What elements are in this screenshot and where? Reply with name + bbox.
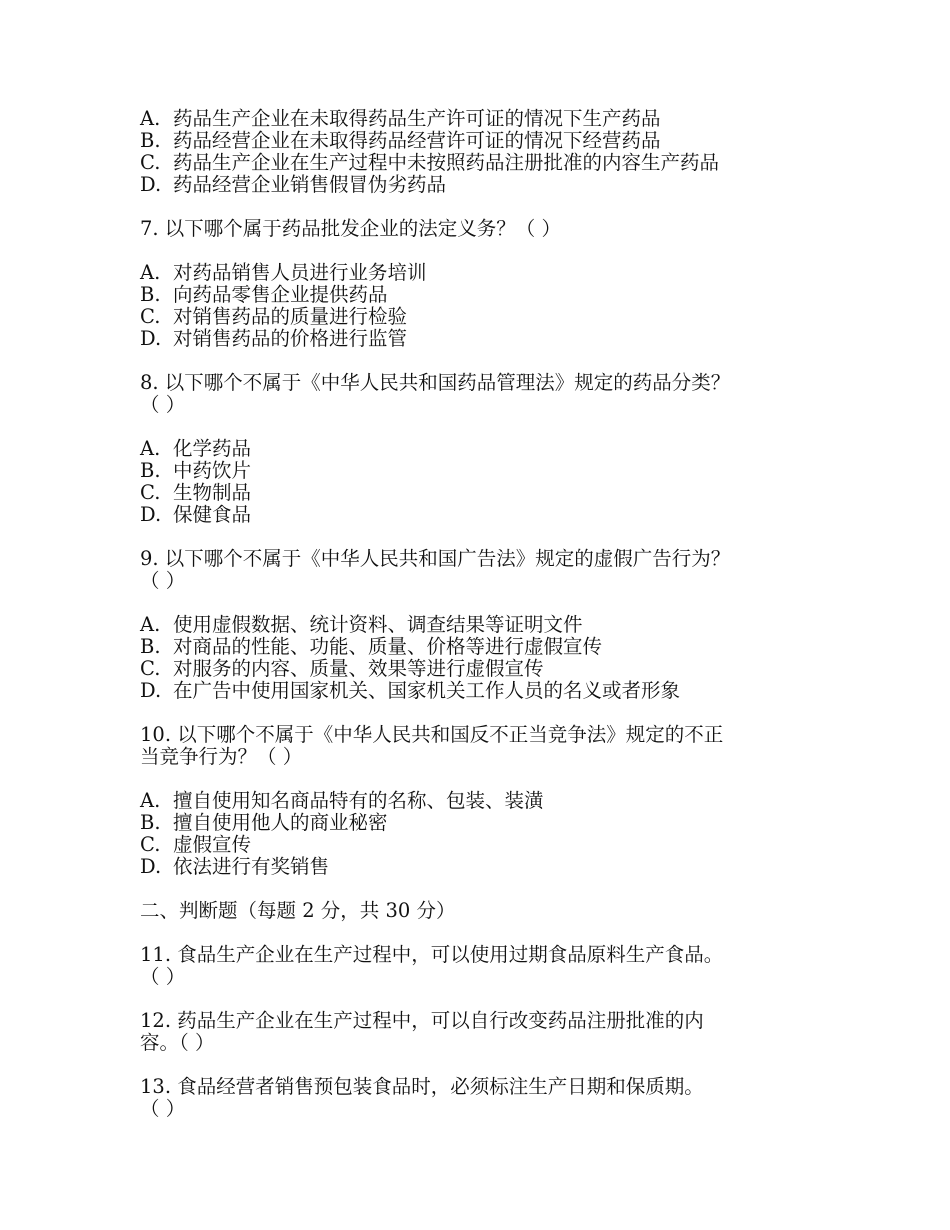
option-row bbox=[140, 790, 800, 812]
option-text: 使用虚假数据、统计资料、调查结果等证明文件 bbox=[173, 613, 583, 636]
question-text: 9. 以下哪个不属于《中华人民共和国广告法》规定的虚假广告行为？ bbox=[140, 547, 731, 570]
option-letter: A. bbox=[140, 261, 161, 284]
option-text: 药品经营企业销售假冒伪劣药品 bbox=[173, 173, 447, 196]
question-text: 7. 以下哪个属于药品批发企业的法定义务？（ ） bbox=[140, 217, 562, 240]
option-text: 中药饮片 bbox=[173, 459, 252, 482]
question-text: 8. 以下哪个不属于《中华人民共和国药品管理法》规定的药品分类？ bbox=[140, 371, 731, 394]
option-row bbox=[140, 614, 800, 636]
question-text: 10. 以下哪个不属于《中华人民共和国反不正当竞争法》规定的不正 bbox=[140, 723, 724, 746]
option-text: 向药品零售企业提供药品 bbox=[173, 283, 388, 306]
option-text: 对销售药品的价格进行监管 bbox=[173, 327, 408, 350]
option-row bbox=[140, 262, 800, 284]
option-row bbox=[140, 328, 800, 350]
option-text: 对商品的性能、功能、质量、价格等进行虚假宣传 bbox=[173, 635, 603, 658]
option-text: 生物制品 bbox=[173, 481, 252, 504]
option-letter: D. bbox=[140, 173, 162, 196]
option-letter: B. bbox=[140, 129, 161, 152]
option-text: 对药品销售人员进行业务培训 bbox=[173, 261, 427, 284]
option-row bbox=[140, 152, 800, 174]
option-row bbox=[140, 482, 800, 504]
question-text: （ ） bbox=[140, 569, 186, 592]
option-text: 保健食品 bbox=[173, 503, 252, 526]
option-row bbox=[140, 174, 800, 196]
option-letter: C. bbox=[140, 305, 161, 328]
option-row bbox=[140, 306, 800, 328]
option-text: 药品生产企业在未取得药品生产许可证的情况下生产药品 bbox=[173, 107, 661, 130]
option-letter: C. bbox=[140, 151, 161, 174]
question-9-options bbox=[140, 614, 800, 702]
option-letter: C. bbox=[140, 657, 161, 680]
question-12-stem bbox=[140, 1010, 800, 1054]
option-text: 药品生产企业在生产过程中未按照药品注册批准的内容生产药品 bbox=[173, 151, 720, 174]
question-8-options bbox=[140, 438, 800, 526]
option-letter: C. bbox=[140, 481, 161, 504]
option-text: 化学药品 bbox=[173, 437, 252, 460]
option-text: 擅自使用他人的商业秘密 bbox=[173, 811, 388, 834]
option-row bbox=[140, 812, 800, 834]
section-2-heading bbox=[140, 900, 800, 922]
question-11-stem bbox=[140, 944, 800, 988]
question-text: （ ） bbox=[140, 393, 186, 416]
option-letter: D. bbox=[140, 855, 162, 878]
option-text: 依法进行有奖销售 bbox=[173, 855, 330, 878]
option-text: 药品经营企业在未取得药品经营许可证的情况下经营药品 bbox=[173, 129, 661, 152]
option-text: 擅自使用知名商品特有的名称、包装、装潢 bbox=[173, 789, 544, 812]
question-text: 12. 药品生产企业在生产过程中，可以自行改变药品注册批准的内 bbox=[140, 1009, 704, 1032]
option-letter: A. bbox=[140, 437, 161, 460]
option-letter: A. bbox=[140, 613, 161, 636]
question-7-stem bbox=[140, 218, 800, 240]
option-letter: D. bbox=[140, 679, 162, 702]
option-text: 对服务的内容、质量、效果等进行虚假宣传 bbox=[173, 657, 544, 680]
option-row bbox=[140, 658, 800, 680]
question-10-options bbox=[140, 790, 800, 878]
option-text: 在广告中使用国家机关、国家机关工作人员的名义或者形象 bbox=[173, 679, 681, 702]
option-row bbox=[140, 108, 800, 130]
option-row bbox=[140, 504, 800, 526]
question-text: 11. 食品生产企业在生产过程中，可以使用过期食品原料生产食品。 bbox=[140, 943, 724, 966]
question-13-stem bbox=[140, 1076, 800, 1120]
option-row bbox=[140, 680, 800, 702]
option-letter: D. bbox=[140, 327, 162, 350]
question-6-options bbox=[140, 108, 800, 196]
question-text: 当竞争行为？（ ） bbox=[140, 745, 303, 768]
question-10-stem bbox=[140, 724, 800, 768]
option-letter: A. bbox=[140, 107, 161, 130]
option-letter: B. bbox=[140, 459, 161, 482]
option-row bbox=[140, 856, 800, 878]
option-text: 虚假宣传 bbox=[173, 833, 252, 856]
question-text: （ ） bbox=[140, 1097, 186, 1120]
option-letter: C. bbox=[140, 833, 161, 856]
option-letter: B. bbox=[140, 635, 161, 658]
option-row bbox=[140, 834, 800, 856]
question-text: 13. 食品经营者销售预包装食品时，必须标注生产日期和保质期。 bbox=[140, 1075, 704, 1098]
question-7-options bbox=[140, 262, 800, 350]
option-letter: D. bbox=[140, 503, 162, 526]
question-8-stem bbox=[140, 372, 800, 416]
document-page bbox=[140, 108, 800, 1142]
option-letter: B. bbox=[140, 283, 161, 306]
option-letter: B. bbox=[140, 811, 161, 834]
option-row bbox=[140, 636, 800, 658]
option-row bbox=[140, 130, 800, 152]
question-text: 容。（ ） bbox=[140, 1031, 215, 1054]
question-text: （ ） bbox=[140, 965, 186, 988]
option-row bbox=[140, 284, 800, 306]
question-9-stem bbox=[140, 548, 800, 592]
option-text: 对销售药品的质量进行检验 bbox=[173, 305, 408, 328]
option-row bbox=[140, 460, 800, 482]
section-heading-text: 二、判断题（每题 2 分，共 30 分） bbox=[140, 899, 456, 922]
option-letter: A. bbox=[140, 789, 161, 812]
option-row bbox=[140, 438, 800, 460]
